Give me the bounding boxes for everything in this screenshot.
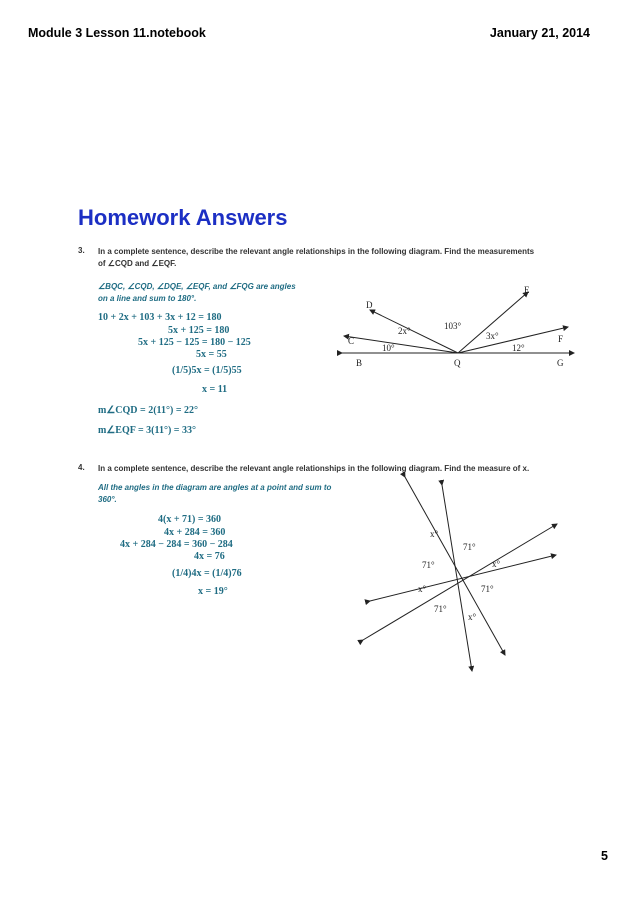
q3-number: 3.	[78, 246, 85, 255]
q3-label-c: C	[348, 336, 355, 346]
q3-step-2: 5x + 125 = 180	[168, 325, 230, 336]
q3-step-6: x = 11	[202, 384, 228, 395]
q4-angle-2: 71°	[463, 542, 476, 552]
q4-line-2	[363, 524, 557, 640]
q3-label-g: G	[557, 358, 564, 368]
q3-angle-3x: 3x°	[486, 331, 499, 341]
q4-line-3	[370, 555, 556, 601]
q4-step-2: 4x + 284 = 360	[164, 527, 226, 538]
header-date: January 21, 2014	[489, 26, 590, 40]
q3-label-q: Q	[454, 358, 461, 368]
q4-step-3: 4x + 284 − 284 = 360 − 284	[120, 539, 233, 550]
page-number: 5	[601, 849, 608, 863]
q3-angle-diagram	[340, 280, 580, 375]
q4-angle-8: x°	[468, 612, 477, 622]
q4-answer-line2: 360°.	[98, 495, 117, 504]
page-title: Homework Answers	[78, 205, 288, 230]
q3-angle-10: 10°	[382, 343, 395, 353]
q4-angle-4: x°	[492, 559, 501, 569]
q3-result-1: m∠CQD = 2(11°) = 22°	[98, 405, 199, 416]
q3-step-4: 5x = 55	[196, 349, 227, 360]
q3-label-b: B	[356, 358, 363, 368]
q4-angle-3: 71°	[422, 560, 435, 570]
q4-angle-7: 71°	[434, 604, 447, 614]
q3-label-f: F	[558, 334, 564, 344]
q4-answer-line1: All the angles in the diagram are angles at a point and sum to	[98, 483, 332, 492]
q4-step-5: (1/4)4x = (1/4)76	[172, 568, 242, 579]
q3-angle-103: 103°	[444, 321, 462, 331]
q4-angle-5: x°	[418, 584, 427, 594]
q3-answer-line2: on a line and sum to 180°.	[98, 294, 197, 303]
q3-result-2: m∠EQF = 3(11°) = 33°	[98, 425, 196, 436]
q4-step-4: 4x = 76	[194, 551, 225, 562]
q4-number: 4.	[78, 463, 85, 472]
q4-angle-6: 71°	[481, 584, 494, 594]
header-filename: Module 3 Lesson 11.notebook	[28, 26, 206, 40]
q3-label-e: E	[524, 285, 530, 295]
q3-angle-12: 12°	[512, 343, 525, 353]
q4-angle-1: x°	[430, 529, 439, 539]
q4-angle-diagram	[360, 475, 575, 675]
q4-step-1: 4(x + 71) = 360	[158, 514, 222, 525]
q3-prompt-line2: of ∠CQD and ∠EQF.	[98, 259, 177, 268]
q3-step-3: 5x + 125 − 125 = 180 − 125	[138, 337, 251, 348]
q3-answer-line1: ∠BQC, ∠CQD, ∠DQE, ∠EQF, and ∠FQG are angles	[98, 282, 296, 291]
q3-label-d: D	[366, 300, 373, 310]
q3-step-5: (1/5)5x = (1/5)55	[172, 365, 242, 376]
q3-angle-2x: 2x°	[398, 326, 411, 336]
q4-step-6: x = 19°	[198, 586, 228, 597]
q3-step-1: 10 + 2x + 103 + 3x + 12 = 180	[98, 312, 222, 323]
q3-prompt-line1: In a complete sentence, describe the relevant angle relationships in the following diagram. Find the measurements	[98, 247, 535, 256]
q4-prompt: In a complete sentence, describe the relevant angle relationships in the following diagram. Find the measure of x.	[98, 464, 530, 473]
